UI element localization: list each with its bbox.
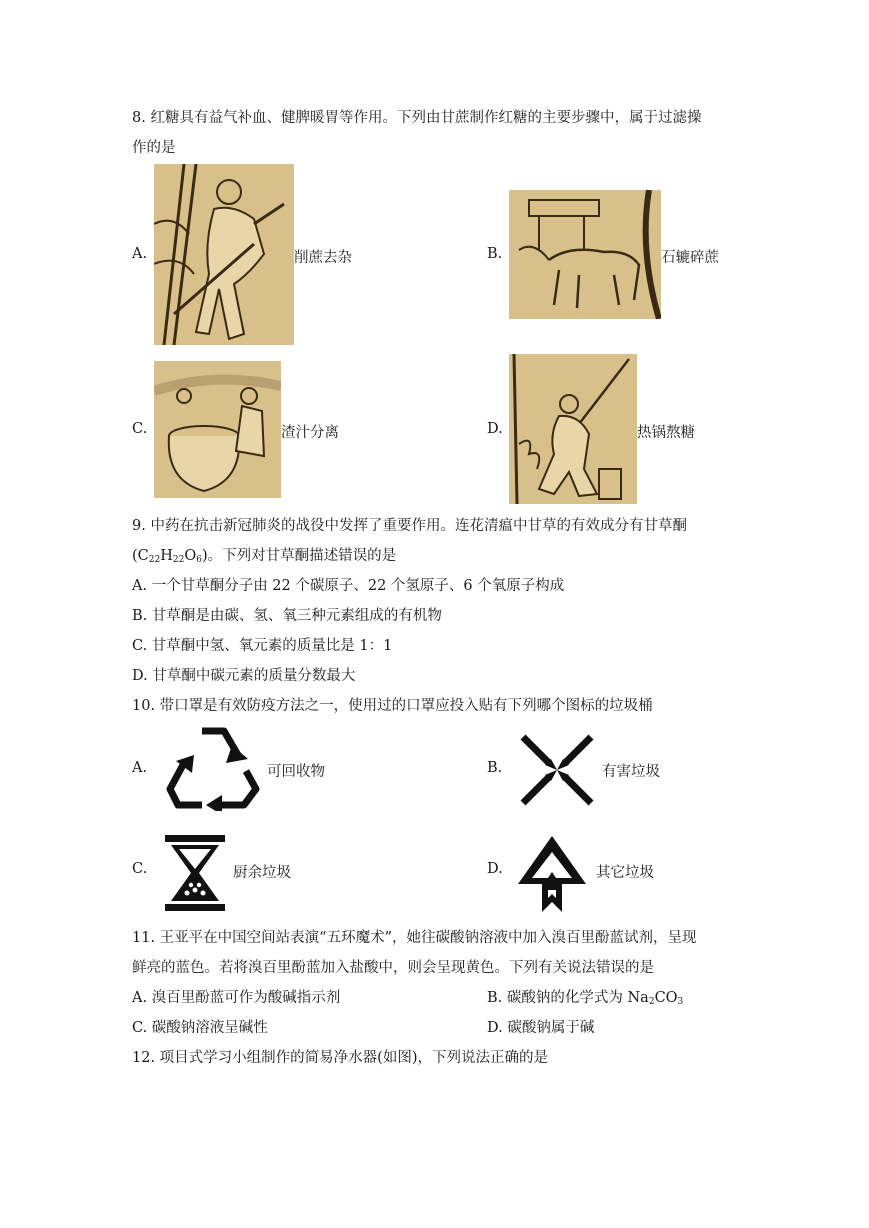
q12-stem: 12. 项目式学习小组制作的简易净水器(如图)，下列说法正确的是 <box>132 1050 548 1066</box>
q8-stem-line1: 8. 红糖具有益气补血、健脾暖胃等作用。下列由甘蔗制作红糖的主要步骤中，属于过滤操 <box>132 110 702 126</box>
q9-option-a: A. 一个甘草酮分子由 22 个碳原子、22 个氢原子、6 个氧原子构成 <box>132 578 565 594</box>
q8-option-b-text: 石辘碎蔗 <box>661 250 719 266</box>
q8-option-d-letter: D. <box>487 421 503 437</box>
q11-stem-line1: 11. 王亚平在中国空间站表演“五环魔术”，她往碳酸钠溶液中加入溴百里酚蓝试剂，呈现 <box>132 930 697 946</box>
hazardous-waste-icon <box>519 733 595 811</box>
q10-option-c-text: 厨余垃圾 <box>233 865 291 881</box>
q9-formula: $(C_{22}H_{22}O_6)$ <box>132 548 208 565</box>
q8-option-c-text: 渣汁分离 <box>281 425 339 441</box>
q9-stem-line2: $(C_{22}H_{22}O_6)$。下列对甘草酮描述错误的是 <box>132 548 397 565</box>
recycle-icon <box>166 723 261 815</box>
q8-option-b-illustration <box>509 190 661 319</box>
q10-option-a-text: 可回收物 <box>267 764 325 780</box>
q8-option-c-illustration <box>154 361 281 498</box>
q8-stem-line2: 作的是 <box>132 140 176 156</box>
q11-option-c: C. 碳酸钠溶液呈碱性 <box>132 1020 268 1036</box>
q8-option-d-text: 热锅熬糖 <box>637 425 695 441</box>
q11-option-a: A. 溴百里酚蓝可作为酸碱指示剂 <box>132 990 341 1006</box>
q9-option-d: D. 甘草酮中碳元素的质量分数最大 <box>132 668 356 684</box>
q10-option-b-letter: B. <box>487 760 503 776</box>
q10-option-d-text: 其它垃圾 <box>596 865 654 881</box>
q10-stem: 10. 带口罩是有效防疫方法之一，使用过的口罩应投入贴有下列哪个图标的垃圾桶 <box>132 698 653 714</box>
other-waste-icon <box>514 832 590 918</box>
q8-option-d-illustration <box>509 354 637 504</box>
q9-option-b: B. 甘草酮是由碳、氢、氧三种元素组成的有机物 <box>132 608 442 624</box>
q8-option-a-illustration <box>154 164 294 345</box>
q10-option-a-letter: A. <box>132 760 148 776</box>
q11-option-b: B. 碳酸钠的化学式为 $Na_2CO_3$ <box>487 990 684 1007</box>
q10-option-b-text: 有害垃圾 <box>602 764 660 780</box>
q11-option-d: D. 碳酸钠属于碱 <box>487 1020 595 1036</box>
q10-option-c-letter: C. <box>132 861 148 877</box>
q11-stem-line2: 鲜亮的蓝色。若将溴百里酚蓝加入盐酸中，则会呈现黄色。下列有关说法错误的是 <box>132 960 654 976</box>
q9-option-c: C. 甘草酮中氢、氧元素的质量比是 1：1 <box>132 638 393 654</box>
q8-option-a-text: 削蔗去杂 <box>294 250 352 266</box>
kitchen-waste-icon <box>163 833 227 917</box>
q8-option-b-letter: B. <box>487 246 503 262</box>
q8-option-a-letter: A. <box>132 246 148 262</box>
q8-option-c-letter: C. <box>132 421 148 437</box>
q10-option-d-letter: D. <box>487 861 503 877</box>
q9-stem-line1: 9. 中药在抗击新冠肺炎的战役中发挥了重要作用。连花清瘟中甘草的有效成分有甘草酮 <box>132 518 687 534</box>
